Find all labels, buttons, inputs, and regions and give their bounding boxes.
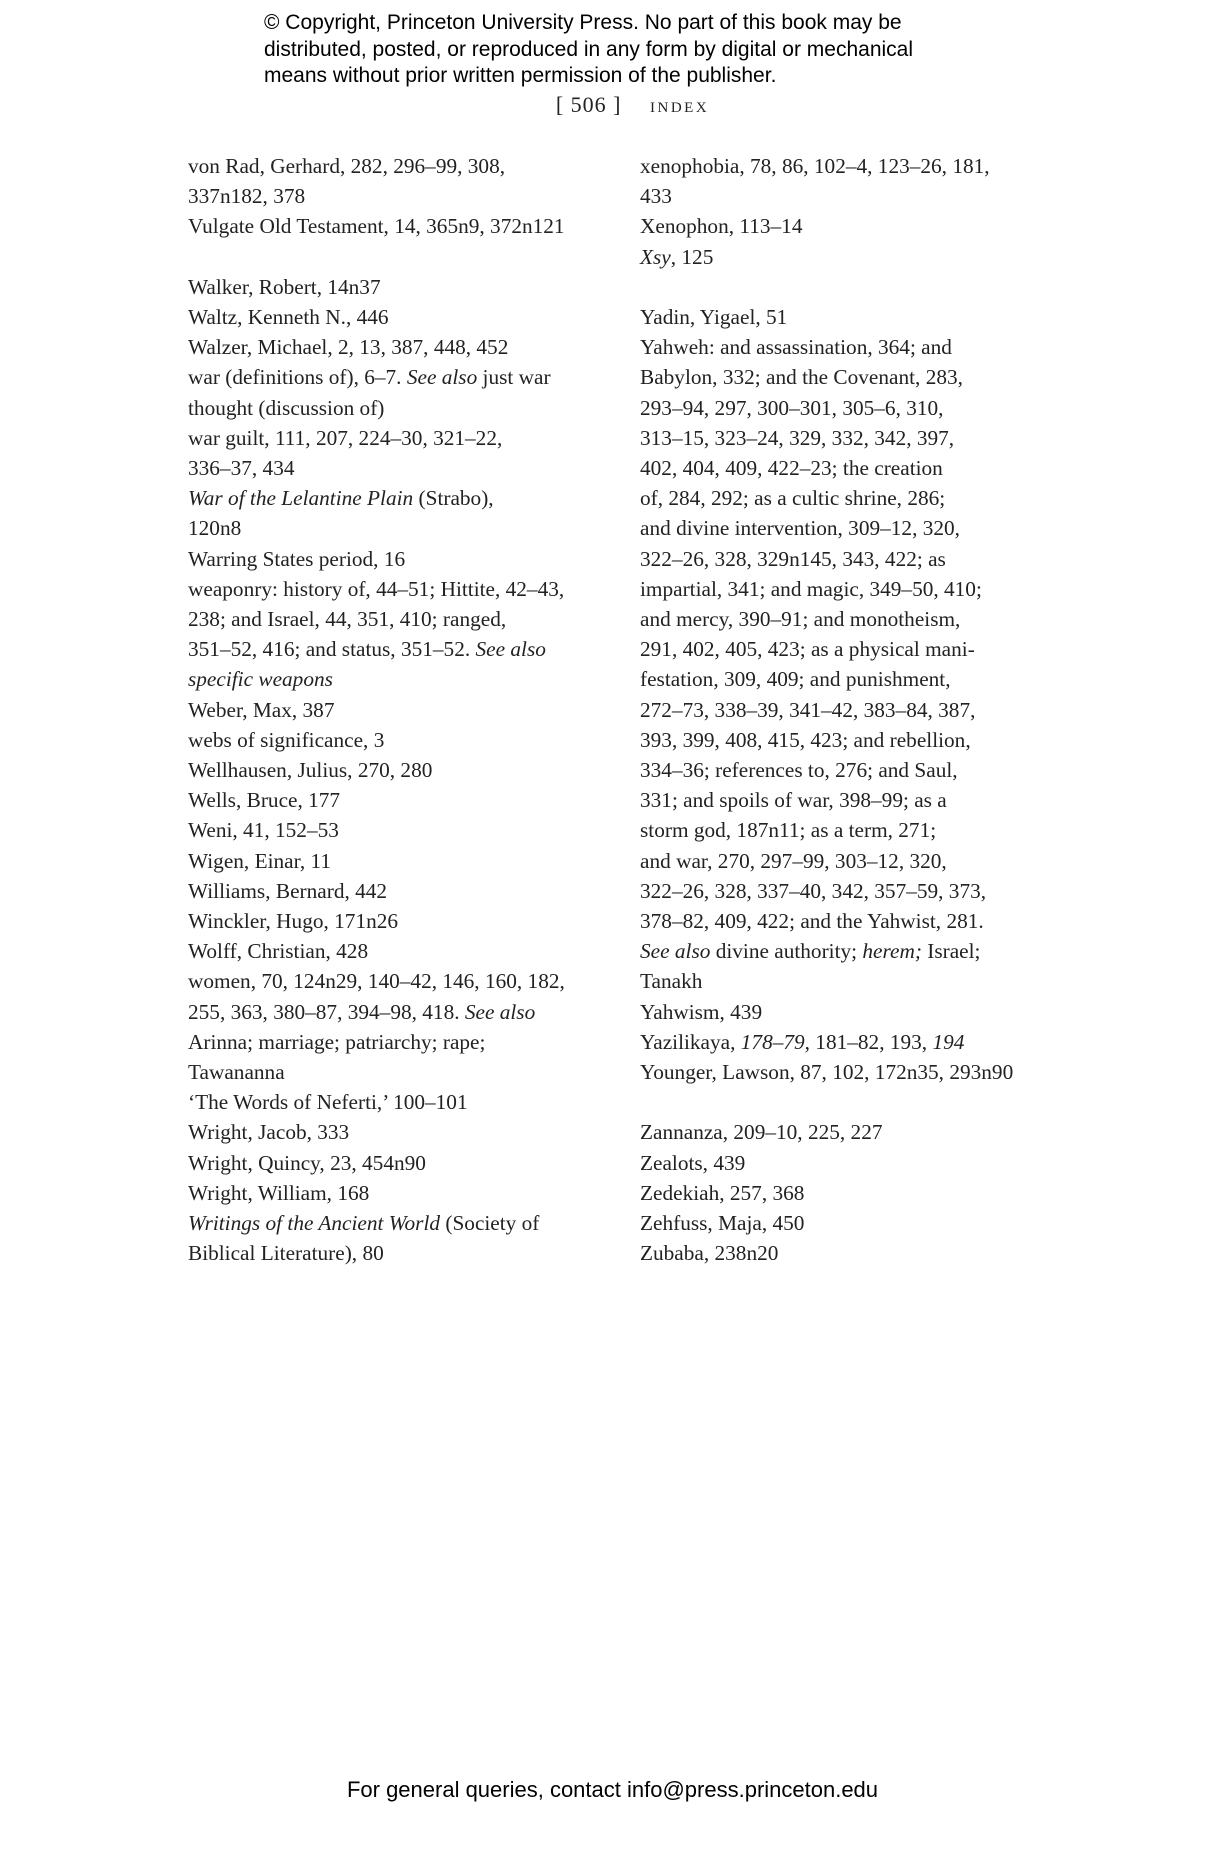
entry-text: 378–82, 409, 422; and the Yahwist, 281. (640, 909, 984, 934)
index-entry-line (640, 1117, 1060, 1147)
index-entry (188, 272, 628, 302)
index-entry (640, 1208, 1060, 1238)
index-entry-line (188, 574, 628, 604)
index-entry-continuation (640, 725, 1060, 755)
index-entry (188, 302, 628, 332)
entry-text: 255, 363, 380–87, 394–98, 418. (188, 999, 465, 1024)
entry-text: 336–37, 434 (188, 456, 295, 481)
entry-text: , 181–82, 193, (804, 1029, 933, 1054)
letter-section-gap (188, 242, 628, 272)
index-entry-continuation (188, 393, 628, 423)
index-entry-line (640, 1178, 1060, 1208)
index-entry-continuation (640, 876, 1060, 906)
index-entry-continuation (640, 695, 1060, 725)
italic-text: See also (406, 365, 478, 390)
entry-text: of, 284, 292; as a cultic shrine, 286; (640, 486, 946, 511)
entry-text: Walzer, Michael, 2, 13, 387, 448, 452 (188, 335, 509, 360)
copyright-line: distributed, posted, or reproduced in any form by digital or mechanical (264, 37, 914, 61)
index-entry (188, 1117, 628, 1147)
index-entry-line (188, 936, 628, 966)
entry-text: 331; and spoils of war, 398–99; as a (640, 788, 947, 813)
entry-text: Yahwism, 439 (640, 999, 763, 1024)
index-entry-continuation (188, 634, 628, 664)
index-entry-line (640, 1057, 1060, 1087)
index-entry-line (640, 242, 1060, 272)
entry-text: Arinna; marriage; patriarchy; rape; (188, 1029, 486, 1054)
index-entry (188, 815, 628, 845)
index-entry-line (188, 1178, 628, 1208)
italic-text: See also (464, 999, 536, 1024)
entry-text: 313–15, 323–24, 329, 332, 342, 397, (640, 425, 955, 450)
index-entry (640, 1117, 1060, 1147)
index-entry-line (188, 1208, 628, 1238)
entry-text: war (definitions of), 6–7. (188, 365, 407, 390)
index-entry (188, 483, 628, 543)
index-entry (640, 1027, 1060, 1057)
entry-text: Weni, 41, 152–53 (188, 818, 339, 843)
index-entry (188, 966, 628, 1087)
index-entry-continuation (188, 604, 628, 634)
entry-text: war guilt, 111, 207, 224–30, 321–22, (188, 425, 503, 450)
index-entry-line (640, 302, 1060, 332)
copyright-notice (264, 10, 984, 90)
index-entry (640, 151, 1060, 211)
index-entry-line (640, 211, 1060, 241)
index-entry-continuation (188, 1238, 628, 1268)
index-entry-line (188, 876, 628, 906)
entry-text: 334–36; references to, 276; and Saul, (640, 758, 958, 783)
index-entry (640, 1148, 1060, 1178)
entry-text: (Strabo), (413, 486, 494, 511)
index-entry (188, 211, 628, 241)
index-entry (188, 876, 628, 906)
index-entry-continuation (640, 483, 1060, 513)
index-entry (188, 785, 628, 815)
entry-text: Waltz, Kenneth N., 446 (188, 305, 389, 329)
index-entry-line (188, 483, 628, 513)
index-entry (640, 211, 1060, 241)
index-entry-line (188, 1087, 628, 1117)
index-entry-line (188, 362, 628, 392)
index-entry-line (188, 544, 628, 574)
entry-text: Wellhausen, Julius, 270, 280 (188, 758, 433, 783)
entry-text: impartial, 341; and magic, 349–50, 410; (640, 576, 982, 601)
index-entry-line (188, 695, 628, 725)
italic-text: War of the Lelantine Plain (188, 486, 414, 511)
entry-text: just war (477, 365, 551, 390)
entry-text: von Rad, Gerhard, 282, 296–99, 308, (188, 154, 506, 178)
index-entry (188, 695, 628, 725)
entry-text: 291, 402, 405, 423; as a physical mani- (640, 637, 975, 662)
entry-text: 433 (640, 184, 672, 209)
entry-text: Zubaba, 238n20 (640, 1241, 779, 1266)
index-entry-continuation (640, 574, 1060, 604)
index-entry-line (640, 332, 1060, 362)
entry-text: 322–26, 328, 337–40, 342, 357–59, 373, (640, 878, 987, 903)
index-entry-continuation (640, 755, 1060, 785)
entry-text: Wright, William, 168 (188, 1180, 370, 1205)
entry-text: Wells, Bruce, 177 (188, 788, 341, 813)
entry-text: Israel; (921, 939, 981, 964)
index-entry (188, 544, 628, 574)
index-entry (188, 1178, 628, 1208)
italic-text: See also (640, 939, 711, 964)
italic-text: 178–79 (740, 1029, 805, 1054)
entry-text: ‘The Words of Neferti,’ 100–101 (188, 1090, 468, 1115)
index-entry-line (188, 846, 628, 876)
index-entry-line (640, 151, 1060, 181)
index-entry-continuation (640, 634, 1060, 664)
entry-text: Wolff, Christian, 428 (188, 939, 369, 964)
index-entry (188, 1148, 628, 1178)
entry-text: xenophobia, 78, 86, 102–4, 123–26, 181, (640, 154, 990, 178)
entry-text: Winckler, Hugo, 171n26 (188, 909, 399, 934)
index-entry (188, 332, 628, 362)
index-entry-line (188, 755, 628, 785)
italic-text: Xsy (640, 244, 671, 269)
entry-text: Yazilikaya, (640, 1029, 741, 1054)
index-entry-line (640, 1238, 1060, 1268)
index-entry (188, 574, 628, 695)
entry-text: Yahweh: and assassination, 364; and (640, 335, 952, 360)
index-entry-continuation (640, 423, 1060, 453)
entry-text: divine authority; (710, 939, 863, 964)
index-entry (188, 362, 628, 422)
index-entry-continuation (640, 966, 1060, 996)
entry-text: and war, 270, 297–99, 303–12, 320, (640, 848, 947, 873)
entry-text: Xenophon, 113–14 (640, 214, 803, 239)
index-entry-continuation (188, 513, 628, 543)
entry-text: Tawananna (188, 1060, 285, 1085)
index-entry-line (188, 906, 628, 936)
index-entry-continuation (188, 181, 628, 211)
index-entry-line (640, 997, 1060, 1027)
entry-text: 351–52, 416; and status, 351–52. (188, 637, 476, 662)
page-number: [ 506 ] (555, 92, 622, 117)
index-entry-continuation (640, 513, 1060, 543)
entry-text: 393, 399, 408, 415, 423; and rebellion, (640, 727, 971, 752)
running-head (0, 92, 1225, 118)
index-entry-line (188, 272, 628, 302)
index-entry-continuation (188, 1027, 628, 1057)
italic-text: herem; (862, 939, 922, 964)
entry-text: Zannanza, 209–10, 225, 227 (640, 1120, 883, 1145)
index-entry (640, 332, 1060, 996)
index-entry-line (188, 151, 628, 181)
index-entry-line (188, 302, 628, 332)
index-entry-continuation (640, 393, 1060, 423)
index-entry (188, 1087, 628, 1117)
italic-text: specific weapons (188, 667, 333, 692)
entry-text: Warring States period, 16 (188, 546, 406, 571)
footer-contact: For general queries, contact info@press.princeton.edu (346, 1777, 879, 1802)
entry-text: (Society of (440, 1211, 540, 1236)
index-entry-line (188, 1148, 628, 1178)
index-entry-continuation (188, 1057, 628, 1087)
copyright-line: © Copyright, Princeton University Press. No part of this book may be (264, 11, 902, 34)
entry-text: Biblical Literature), 80 (188, 1241, 384, 1266)
entry-text: Wright, Jacob, 333 (188, 1120, 350, 1145)
index-entry-continuation (640, 785, 1060, 815)
entry-text: 322–26, 328, 329n145, 343, 422; as (640, 546, 946, 571)
index-entry (188, 846, 628, 876)
index-entry-line (188, 785, 628, 815)
index-entry-line (640, 1027, 1060, 1057)
entry-text: 272–73, 338–39, 341–42, 383–84, 387, (640, 697, 976, 722)
entry-text: 402, 404, 409, 422–23; the creation (640, 456, 943, 481)
entry-text: thought (discussion of) (188, 395, 385, 420)
index-entry (188, 1208, 628, 1268)
entry-text: and divine intervention, 309–12, 320, (640, 516, 960, 541)
index-entry (640, 1238, 1060, 1268)
copyright-line: means without prior written permission of the publisher. (264, 64, 777, 87)
index-entry (640, 1057, 1060, 1087)
section-title: index (650, 92, 710, 117)
entry-text: Zedekiah, 257, 368 (640, 1180, 805, 1205)
index-entry (640, 242, 1060, 272)
index-entry (188, 725, 628, 755)
entry-text: Wigen, Einar, 11 (188, 848, 331, 873)
entry-text: Yadin, Yigael, 51 (640, 305, 788, 329)
index-entry-continuation (640, 453, 1060, 483)
letter-section-gap (640, 1087, 1060, 1117)
index-entry-line (188, 1117, 628, 1147)
index-entry-continuation (640, 906, 1060, 936)
index-entry (188, 906, 628, 936)
index-entry-line (188, 966, 628, 996)
entry-text: storm god, 187n11; as a term, 271; (640, 818, 937, 843)
letter-section-gap (640, 272, 1060, 302)
index-entry-continuation (640, 815, 1060, 845)
index-entry-continuation (188, 997, 628, 1027)
entry-text: Tanakh (640, 969, 703, 994)
entry-text: 238; and Israel, 44, 351, 410; ranged, (188, 607, 507, 632)
index-entry-continuation (640, 362, 1060, 392)
index-entry-line (188, 211, 628, 241)
index-entry (640, 302, 1060, 332)
entry-text: women, 70, 124n29, 140–42, 146, 160, 182, (188, 969, 565, 994)
index-entry (188, 755, 628, 785)
index-entry-continuation (640, 664, 1060, 694)
entry-text: Younger, Lawson, 87, 102, 172n35, 293n90 (640, 1060, 1014, 1085)
index-entry-continuation (640, 544, 1060, 574)
entry-text: and mercy, 390–91; and monotheism, (640, 607, 961, 632)
entry-text: 337n182, 378 (188, 184, 306, 209)
index-entry-continuation (640, 604, 1060, 634)
entry-text: Babylon, 332; and the Covenant, 283, (640, 365, 963, 390)
index-entry-continuation (188, 453, 628, 483)
index-entry (188, 423, 628, 483)
entry-text: Walker, Robert, 14n37 (188, 274, 381, 299)
entry-text: webs of significance, 3 (188, 727, 385, 752)
index-entry-continuation (188, 664, 628, 694)
italic-text: 194 (932, 1029, 965, 1054)
entry-text: Williams, Bernard, 442 (188, 878, 388, 903)
entry-text: Vulgate Old Testament, 14, 365n9, 372n121 (188, 214, 565, 239)
entry-text: , 125 (670, 244, 714, 269)
entry-text: festation, 309, 409; and punishment, (640, 667, 951, 692)
index-entry-line (188, 725, 628, 755)
italic-text: See also (475, 637, 546, 662)
index-entry-line (640, 1208, 1060, 1238)
index-entry-line (188, 332, 628, 362)
entry-text: 120n8 (188, 516, 242, 541)
index-entry (188, 936, 628, 966)
index-column-right (640, 151, 1060, 1268)
entry-text: weaponry: history of, 44–51; Hittite, 42–43, (188, 576, 565, 601)
entry-text: Zealots, 439 (640, 1150, 746, 1175)
index-entry-continuation (640, 936, 1060, 966)
index-entry-line (640, 1148, 1060, 1178)
index-entry-line (188, 423, 628, 453)
index-entry (640, 1178, 1060, 1208)
index-column-left (188, 151, 628, 1269)
index-entry (640, 997, 1060, 1027)
entry-text: Weber, Max, 387 (188, 697, 335, 722)
index-entry-line (188, 815, 628, 845)
index-entry-continuation (640, 846, 1060, 876)
entry-text: Wright, Quincy, 23, 454n90 (188, 1150, 426, 1175)
italic-text: Writings of the Ancient World (188, 1211, 441, 1236)
index-entry (188, 151, 628, 211)
index-entry-continuation (640, 181, 1060, 211)
entry-text: Zehfuss, Maja, 450 (640, 1211, 805, 1236)
entry-text: 293–94, 297, 300–301, 305–6, 310, (640, 395, 944, 420)
